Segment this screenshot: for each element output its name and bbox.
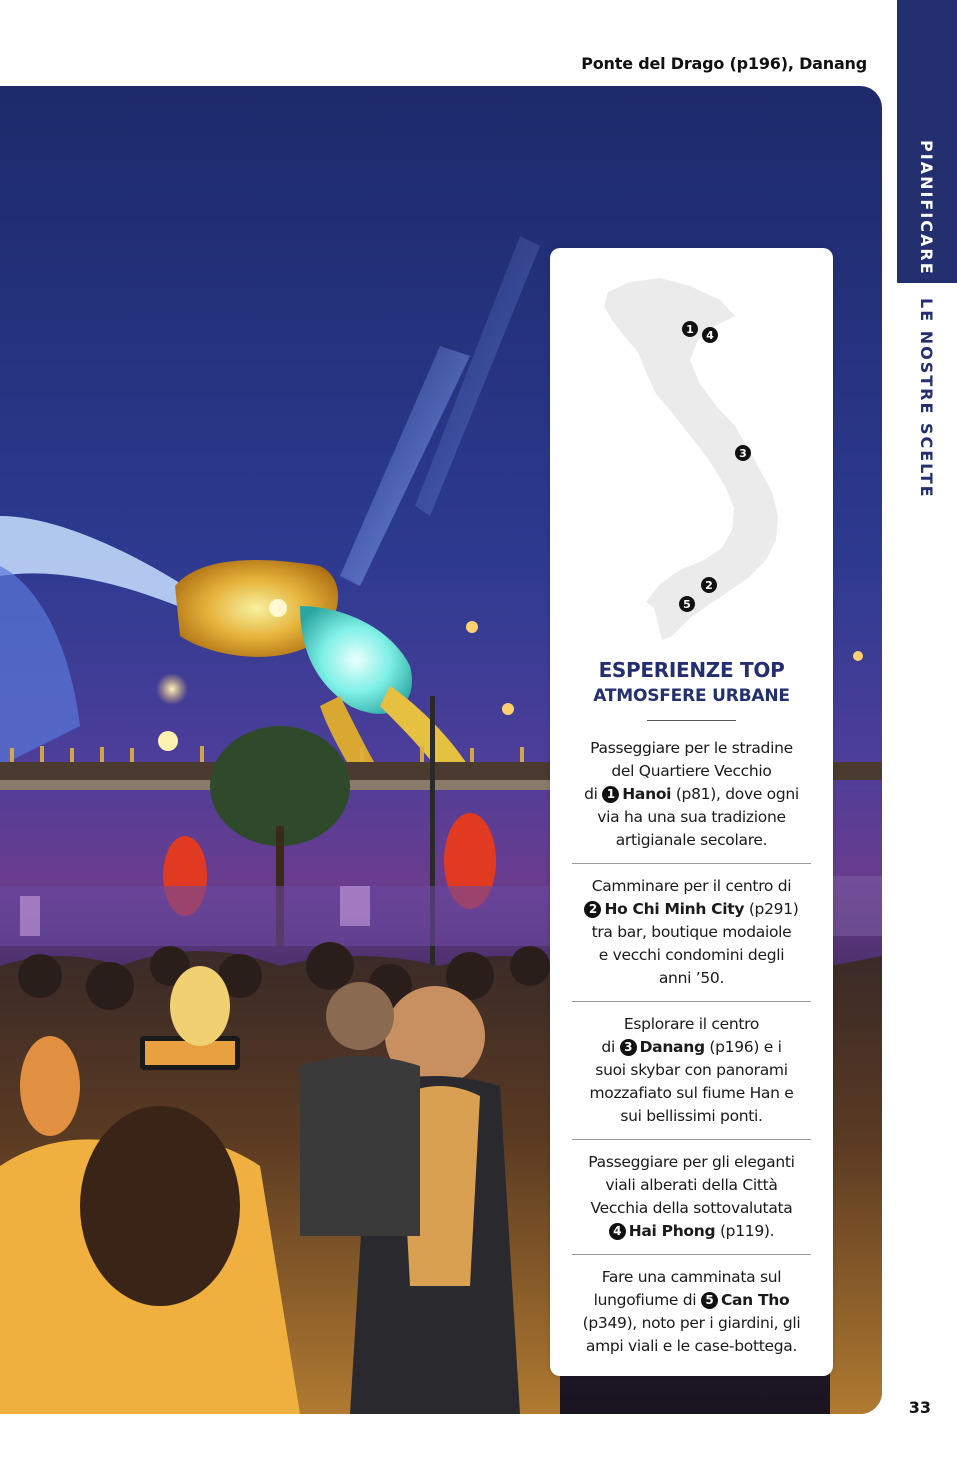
section-label: PIANIFICARE [917, 140, 936, 276]
entry-text: di [584, 785, 603, 803]
entry-text: (p81), dove ogni [671, 785, 799, 803]
map-marker-2-label: 2 [705, 579, 713, 592]
chapter-label: LE NOSTRE SCELTE [917, 298, 936, 499]
entry-text [572, 783, 811, 806]
entry-text: (p119). [715, 1222, 775, 1240]
entry-text: anni ’50. [658, 969, 725, 987]
divider [572, 1254, 811, 1255]
entry-text: Fare una camminata sul [601, 1268, 782, 1286]
entry-text: di [601, 1038, 620, 1056]
card-subtitle: ATMOSFERE URBANE [593, 686, 790, 706]
number-badge: 2 [584, 901, 601, 918]
entry-text: via ha una sua tradizione [597, 808, 786, 826]
number-badge: 5 [701, 1292, 718, 1309]
top-experiences-card [550, 248, 833, 1376]
entry-text: viali alberati della Città [605, 1176, 778, 1194]
entry-text: Esplorare il centro [623, 1015, 760, 1033]
place-name: Danang [639, 1038, 705, 1056]
entry-text [572, 1036, 811, 1059]
list-item [572, 1013, 811, 1128]
entry-text: (p291) [744, 900, 799, 918]
entry-text: suoi skybar con panorami [595, 1061, 788, 1079]
map-marker-4-label: 4 [706, 329, 714, 342]
divider [572, 863, 811, 864]
card-title: ESPERIENZE TOP [598, 658, 785, 682]
number-badge: 4 [609, 1223, 626, 1240]
map-marker-1-label: 1 [686, 323, 694, 336]
title-rule [647, 720, 736, 721]
entry-text: Camminare per il centro di [591, 877, 792, 895]
entry-text: e vecchi condomini degli [598, 946, 785, 964]
map-marker-3-label: 3 [739, 447, 747, 460]
list-item [572, 1266, 811, 1358]
map-marker-5-label: 5 [683, 598, 691, 611]
list-item [572, 737, 811, 852]
entry-text: sui bellissimi ponti. [620, 1107, 763, 1125]
vietnam-map [550, 248, 833, 648]
entry-text: artigianale secolare. [615, 831, 768, 849]
divider [572, 1001, 811, 1002]
list-item [572, 875, 811, 990]
entry-text [572, 1289, 811, 1312]
list-item [572, 1151, 811, 1243]
entry-text: (p349), noto per i giardini, gli [582, 1314, 801, 1332]
entry-text [572, 898, 811, 921]
entry-text: (p196) e i [704, 1038, 782, 1056]
place-name: Hai Phong [628, 1222, 716, 1240]
place-name: Can Tho [720, 1291, 790, 1309]
number-badge: 1 [602, 786, 619, 803]
place-name: Ho Chi Minh City [604, 900, 745, 918]
place-name: Hanoi [622, 785, 672, 803]
entry-text: Passeggiare per gli eleganti [588, 1153, 795, 1171]
photo-caption: Ponte del Drago (p196), Danang [581, 54, 867, 73]
entry-text: lungofiume di [593, 1291, 701, 1309]
entry-text [572, 1220, 811, 1243]
entry-text: Passeggiare per le stradine [590, 739, 793, 757]
entry-text: del Quartiere Vecchio [611, 762, 772, 780]
entry-text: Vecchia della sottovalutata [590, 1199, 793, 1217]
number-badge: 3 [620, 1039, 637, 1056]
divider [572, 1139, 811, 1140]
entry-text: mozzafiato sul fiume Han e [589, 1084, 794, 1102]
entry-text: tra bar, boutique modaiole [591, 923, 792, 941]
entry-text: ampi viali e le case-bottega. [585, 1337, 798, 1355]
page-number: 33 [908, 1398, 931, 1417]
